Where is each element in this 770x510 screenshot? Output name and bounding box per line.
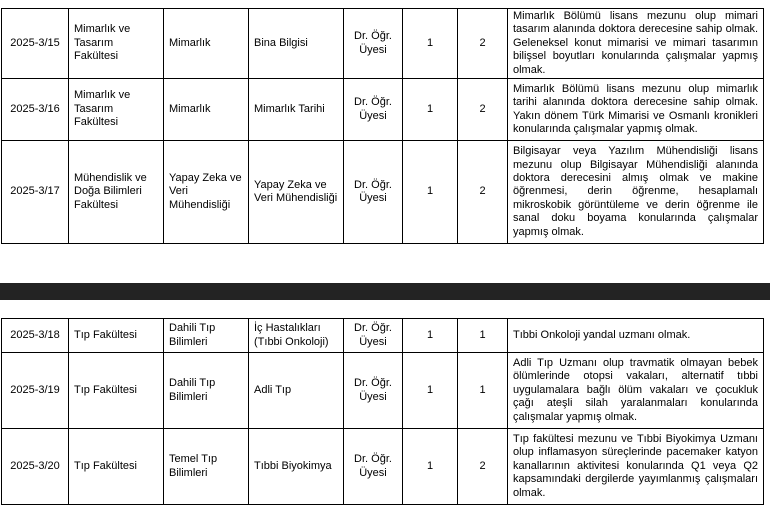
faculty-cell: Mühendislik ve Doğa Bilimleri Fakültesi	[69, 141, 164, 244]
table-row	[2, 429, 764, 505]
faculty-cell: Tıp Fakültesi	[69, 319, 164, 353]
position-id: 2025-3/17	[2, 141, 69, 244]
requirement-cell: Mimarlık Bölümü lisans mezunu olup mimarlık tarihi alanında doktora derecesine sahip olmak. Yakın dönem Türk Mimarisi ve Osmanlı kronikleri konularında çalışmalar yapmış olmak.	[508, 79, 764, 141]
faculty-cell: Mimarlık ve Tasarım Fakültesi	[69, 79, 164, 141]
program-cell: Tıbbi Biyokimya	[249, 429, 344, 505]
position-count-cell: 2	[458, 429, 508, 505]
requirement-cell: Mimarlık Bölümü lisans mezunu olup mimari tasarım alanında doktora derecesine sahip olmak. Geleneksel konut mimarisi ve mimari tasarımın bilişsel boyutları konularında çalışmalar yapmış olmak.	[508, 9, 764, 79]
position-table-top	[1, 8, 764, 244]
position-id: 2025-3/18	[2, 319, 69, 353]
academic-title-cell: Dr. Öğr. Üyesi	[344, 353, 403, 429]
academic-title-cell: Dr. Öğr. Üyesi	[344, 9, 403, 79]
table-row	[2, 141, 764, 244]
department-cell: Mimarlık	[164, 9, 249, 79]
position-id: 2025-3/20	[2, 429, 69, 505]
position-count-cell: 1	[458, 353, 508, 429]
program-cell: Mimarlık Tarihi	[249, 79, 344, 141]
page-separator-bar	[0, 283, 770, 300]
department-cell: Mimarlık	[164, 79, 249, 141]
faculty-cell: Tıp Fakültesi	[69, 429, 164, 505]
program-cell: İç Hastalıkları (Tıbbi Onkoloji)	[249, 319, 344, 353]
position-table-bottom	[1, 318, 764, 505]
program-cell: Bina Bilgisi	[249, 9, 344, 79]
table-row	[2, 353, 764, 429]
position-count-cell: 2	[458, 79, 508, 141]
program-cell: Adli Tıp	[249, 353, 344, 429]
requirement-cell: Bilgisayar veya Yazılım Mühendisliği lisans mezunu olup Bilgisayar Mühendisliği alanında doktora derecesini almış olmak ve makine öğrenmesi, derin öğrenme, hesaplamalı mikroskobik görüntüleme ve derin öğrenme ile sanal doku boyama konularında çalışmalar yapmış olmak.	[508, 141, 764, 244]
position-count-cell: 1	[403, 79, 458, 141]
academic-title-cell: Dr. Öğr. Üyesi	[344, 141, 403, 244]
table-row	[2, 319, 764, 353]
position-count-cell: 2	[458, 141, 508, 244]
department-cell: Temel Tıp Bilimleri	[164, 429, 249, 505]
table-row	[2, 9, 764, 79]
academic-title-cell: Dr. Öğr. Üyesi	[344, 79, 403, 141]
position-count-cell: 1	[403, 9, 458, 79]
position-count-cell: 1	[403, 429, 458, 505]
position-id: 2025-3/16	[2, 79, 69, 141]
position-count-cell: 1	[403, 141, 458, 244]
requirement-cell: Tıbbi Onkoloji yandal uzmanı olmak.	[508, 319, 764, 353]
program-cell: Yapay Zeka ve Veri Mühendisliği	[249, 141, 344, 244]
requirement-cell: Adli Tıp Uzmanı olup travmatik olmayan bebek ölümlerinde otopsi vakaları, alternatif tıbbi uygulamalara bağlı ölüm vakaları ve çocukluk çağı ateşli silah yaralanmaları konularında çalışmalar yapmış olmak.	[508, 353, 764, 429]
table-row	[2, 79, 764, 141]
position-count-cell: 1	[403, 353, 458, 429]
academic-title-cell: Dr. Öğr. Üyesi	[344, 429, 403, 505]
department-cell: Dahili Tıp Bilimleri	[164, 319, 249, 353]
position-count-cell: 1	[403, 319, 458, 353]
requirement-cell: Tıp fakültesi mezunu ve Tıbbi Biyokimya Uzmanı olup inflamasyon süreçlerinde pacemaker katyon kanallarının aktivitesi konularında Q1 veya Q2 kapsamındaki dergilerde yayımlanmış çalışmaları olmak.	[508, 429, 764, 505]
faculty-cell: Tıp Fakültesi	[69, 353, 164, 429]
department-cell: Dahili Tıp Bilimleri	[164, 353, 249, 429]
position-count-cell: 1	[458, 319, 508, 353]
position-count-cell: 2	[458, 9, 508, 79]
academic-title-cell: Dr. Öğr. Üyesi	[344, 319, 403, 353]
faculty-cell: Mimarlık ve Tasarım Fakültesi	[69, 9, 164, 79]
department-cell: Yapay Zeka ve Veri Mühendisliği	[164, 141, 249, 244]
position-id: 2025-3/15	[2, 9, 69, 79]
position-id: 2025-3/19	[2, 353, 69, 429]
